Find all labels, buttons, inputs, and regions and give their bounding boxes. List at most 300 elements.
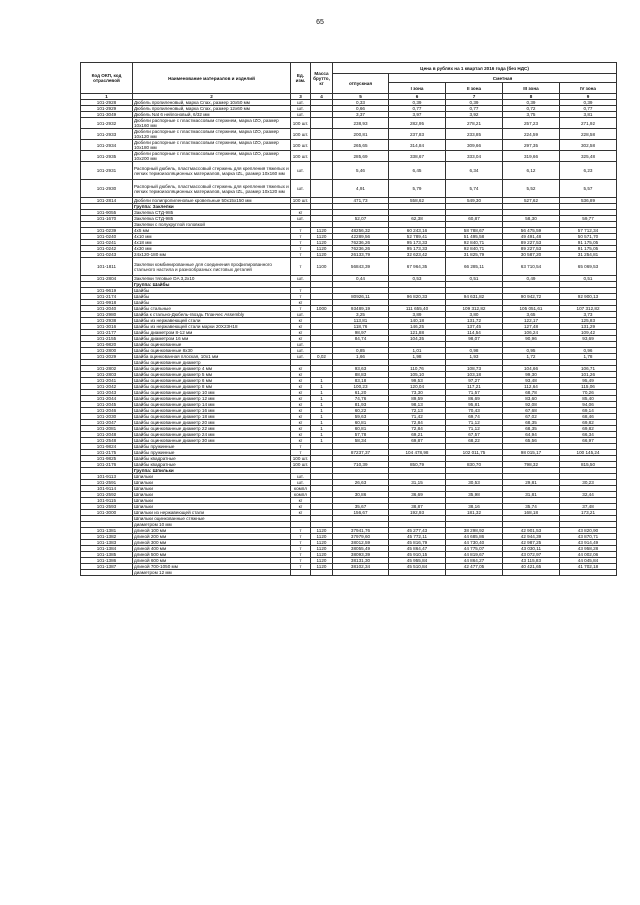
row-code: 101-2804 [81,276,133,282]
row-unit: кг [291,324,311,330]
row-code: 101-2928 [81,100,133,106]
row-zone2-price: 181,32 [446,510,503,516]
column-number: 6 [389,94,446,100]
row-unit: кг [291,432,311,438]
row-zone2-price: 44 864,27 [446,558,503,564]
row-zone1-price: 111 655,40 [389,306,446,312]
row-code: 101-1382 [81,534,133,540]
row-name: 24х120-180 мм [133,252,291,258]
row-name: Шайбы оцинкованные диаметр 10 мм [133,390,291,396]
header-estimate: Сметная [389,74,617,83]
row-zone1-price: 69,21 [389,432,446,438]
row-zone1-price: 72,84 [389,426,446,432]
table-row [81,570,617,576]
row-name: длиной 600 мм [133,558,291,564]
row-zone1-price: 71,42 [389,414,446,420]
row-name: Шайбы оцинкованные диаметр 12 мм [133,396,291,402]
subgroup-title: диаметром 12 мм [133,570,291,576]
row-unit: т [291,558,311,564]
row-zone1-price: 62,38 [389,216,446,222]
row-zone1-price: 95 173,33 [389,246,446,252]
row-zone2-price: 30,53 [446,480,503,486]
row-unit: 100 шт. [291,129,311,140]
row-zone2-price: 31 825,79 [446,252,503,258]
row-zone3-price: 0,49 [503,276,560,282]
row-zone4-price: 6,23 [560,162,617,180]
row-zone2-price: 97,27 [446,378,503,384]
row-release-price: 60,22 [333,408,389,414]
row-zone2-price: 70,43 [446,408,503,414]
row-zone3-price: 43 115,83 [503,558,560,564]
row-code: 101-2934 [81,140,133,151]
row-zone3-price: 30 587,20 [503,252,560,258]
row-release-price: 84,74 [333,336,389,342]
row-zone2-price: 68,22 [446,438,503,444]
row-zone4-price: 91 175,05 [560,246,617,252]
row-unit: т [291,534,311,540]
row-zone4-price: 3,73 [560,312,617,318]
row-zone3-price: 90 942,72 [503,294,560,300]
row-name: Заклепка СТД-985 [133,210,291,216]
row-mass [311,118,333,129]
row-zone3-price: 0,39 [503,100,560,106]
row-code: 101-3000 [81,510,133,516]
row-unit: кг [291,408,311,414]
row-zone2-price: 66 285,11 [446,258,503,276]
row-name: длиной 500 мм [133,552,291,558]
row-name: Шайбы из нержавеющей стали марки 20Х23Н18 [133,324,291,330]
row-zone4-price: 93,69 [560,336,617,342]
row-zone3-price: 65,56 [503,438,560,444]
row-mass: 1 [311,402,333,408]
row-code: 101-1811 [81,258,133,276]
row-zone4-price: 70,26 [560,390,617,396]
row-zone1-price: 850,79 [389,462,446,468]
row-code: 101-2803 [81,372,133,378]
row-zone2-price: 0,39 [446,100,503,106]
row-zone2-price: 108,73 [446,366,503,372]
row-release-price: 93,63 [333,366,389,372]
row-zone2-price: 44 775,07 [446,546,503,552]
row-zone1-price: 36,69 [389,492,446,498]
row-zone3-price: 112,64 [503,384,560,390]
row-unit: кг [291,426,311,432]
row-code: 101-1385 [81,552,133,558]
row-code: 101-2030 [81,414,133,420]
row-zone4-price: 57 712,34 [560,228,617,234]
row-zone2-price: 58 788,67 [446,228,503,234]
row-zone4-price: 131,29 [560,324,617,330]
row-mass: 1120 [311,246,333,252]
table-row [81,118,617,129]
row-zone3-price: 42 901,53 [503,528,560,534]
row-code: 101-1384 [81,546,133,552]
row-unit: шт. [291,474,311,480]
row-code: 101-9113 [81,474,133,480]
row-release-price: 35,67 [333,504,389,510]
row-zone3-price: 3,75 [503,112,560,118]
row-code: 101-2155 [81,336,133,342]
price-table-header [81,63,617,100]
row-unit: 100 шт. [291,118,311,129]
row-release-price: 710,39 [333,462,389,468]
row-name: длиной 200 мм [133,534,291,540]
row-name: Шайба оцинкованная плоская, 10х1 мм [133,354,291,360]
row-zone3-price: 1,72 [503,354,560,360]
row-zone4-price: 69,82 [560,426,617,432]
row-unit: кг [291,498,311,504]
row-unit: кг [291,318,311,324]
row-name: длиной 100 мм [133,528,291,534]
row-unit: 100 шт. [291,198,311,204]
row-release-price: 88,83 [333,372,389,378]
row-code: 101-2548 [81,438,133,444]
row-zone4-price: 0,51 [560,276,617,282]
row-zone2-price: 44 685,86 [446,534,503,540]
row-name: Дюбель пропиленовый, марка Спах, размер 10х50 мм [133,100,291,106]
row-name: Шайбы [133,300,291,306]
row-release-price: 265,65 [333,140,389,151]
row-code: 101-2045 [81,402,133,408]
row-code: 101-9619 [81,288,133,294]
row-zone1-price: 105,10 [389,372,446,378]
row-zone4-price: 271,92 [560,118,617,129]
row-zone1-price: 67 964,35 [389,258,446,276]
empty-cell [503,570,560,576]
row-zone3-price: 0,95 [503,348,560,354]
row-name: Шайбы оцинкованные диаметр 5 мм [133,372,291,378]
row-name: Шайбы оцинкованные диаметр 30 мм [133,438,291,444]
row-code: 101-2040 [81,306,133,312]
row-zone3-price: 106,24 [503,330,560,336]
row-unit: кг [291,414,311,420]
row-zone1-price: 99,53 [389,378,446,384]
row-zone4-price: 100 145,24 [560,450,617,456]
row-unit: шт. [291,216,311,222]
row-zone3-price: 56 475,59 [503,228,560,234]
row-release-price: 76236,26 [333,246,389,252]
row-zone3-price: 58,30 [503,216,560,222]
row-name: Шайбы оцинкованные диаметр 22 мм [133,426,291,432]
row-unit: т [291,564,311,570]
row-name: Шайбы оцинкованные диаметр 4 мм [133,366,291,372]
row-release-price: 52,07 [333,216,389,222]
row-unit: 100 шт. [291,462,311,468]
row-name: Дюбели полипропиленовые кровельные 50х15х150 мм [133,198,291,204]
row-mass: 1 [311,378,333,384]
row-code: 101-2044 [81,396,133,402]
row-mass [311,129,333,140]
row-release-price: 0,85 [333,348,389,354]
row-zone1-price: 282,95 [389,118,446,129]
row-zone1-price: 45 510,84 [389,564,446,570]
row-code: 101-2042 [81,384,133,390]
row-unit: компл [291,492,311,498]
row-zone3-price: 68,78 [503,390,560,396]
empty-cell [333,570,389,576]
row-name: Шпильки из нержавеющей стали [133,510,291,516]
row-zone2-price: 6,34 [446,162,503,180]
row-release-price: 60,81 [333,420,389,426]
header-zone1: I зона [389,83,446,94]
row-name: Шайба к стально-Дюбель-гвоздь Планчес Assembly [133,312,291,318]
row-zone1-price: 89,59 [389,396,446,402]
row-zone3-price: 99,30 [503,372,560,378]
row-zone4-price: 69,82 [560,420,617,426]
row-zone4-price: 0,39 [560,100,617,106]
row-unit: кг [291,330,311,336]
row-mass: 1 [311,390,333,396]
row-unit: шт. [291,342,311,348]
row-code: 101-2175 [81,450,133,456]
row-mass: 1 [311,420,333,426]
row-code: 101-9114 [81,486,133,492]
row-zone4-price: 44 045,84 [560,558,617,564]
row-code [81,570,133,576]
row-name: Шпильки [133,492,291,498]
row-code: 101-0242 [81,246,133,252]
row-release-price: 98,97 [333,330,389,336]
row-name: Дюбели распорные с пластмассовым стержнем, марка IZO, размер 10х180 мм [133,140,291,151]
row-zone1-price: 45 772,11 [389,534,446,540]
row-zone1-price: 96 820,33 [389,294,446,300]
row-unit: кг [291,396,311,402]
row-release-price: 38131,30 [333,558,389,564]
row-name: Шайбы диаметром 16 мм [133,336,291,342]
row-zone3-price: 224,59 [503,129,560,140]
row-unit: т [291,450,311,456]
row-zone2-price: 42 477,05 [446,564,503,570]
row-zone1-price: 314,84 [389,140,446,151]
row-name: 4х30 мм [133,246,291,252]
price-table-body [81,100,617,576]
row-zone1-price: 45 910,15 [389,552,446,558]
row-unit: кг [291,504,311,510]
row-zone3-price: 527,62 [503,198,560,204]
row-release-price: 0,33 [333,100,389,106]
row-zone2-price: 94 631,82 [446,294,503,300]
row-release-price: 83,18 [333,378,389,384]
row-zone4-price: 37,48 [560,504,617,510]
row-name: Шайбы из нержавеющей стали [133,318,291,324]
row-unit: компл [291,486,311,492]
row-release-price: 87237,37 [333,450,389,456]
row-name: Шайбы пружинные [133,444,291,450]
row-name: Шайбы оцинкованные диаметр 14 мм [133,402,291,408]
row-zone4-price: 65 069,53 [560,258,617,276]
row-zone2-price: 0,77 [446,106,503,112]
row-zone2-price: 117,21 [446,384,503,390]
row-code: 101-9055 [81,210,133,216]
row-name: Шайбы стальные [133,306,291,312]
row-name: 4х5 мм [133,228,291,234]
row-zone2-price: 67,57 [446,432,503,438]
row-zone3-price: 798,32 [503,462,560,468]
row-unit: т [291,258,311,276]
row-zone1-price: 52 789,41 [389,234,446,240]
row-code: 101-9918 [81,300,133,306]
row-unit: т [291,528,311,534]
row-unit: шт. [291,312,311,318]
row-unit: т [291,228,311,234]
row-mass: 1 [311,408,333,414]
row-code: 101-1387 [81,564,133,570]
row-zone1-price: 192,93 [389,510,446,516]
row-zone2-price: 38 298,92 [446,528,503,534]
row-unit: т [291,252,311,258]
row-zone2-price: 44 819,67 [446,552,503,558]
column-number: 3 [291,94,311,100]
row-zone1-price: 1,98 [389,354,446,360]
row-unit: шт. [291,180,311,198]
row-zone1-price: 121,88 [389,330,446,336]
row-zone3-price: 68,35 [503,426,560,432]
row-name: Шайбы оцинкованные диаметр 6 мм [133,378,291,384]
row-zone1-price: 45 864,47 [389,546,446,552]
row-zone2-price: 5,74 [446,180,503,198]
header-zone4: IV зона [560,83,617,94]
row-zone1-price: 6,45 [389,162,446,180]
row-zone1-price: 140,18 [389,318,446,324]
row-release-price: 238,93 [333,118,389,129]
row-zone3-price: 49 491,48 [503,234,560,240]
row-zone4-price: 302,58 [560,140,617,151]
row-zone4-price: 44 002,06 [560,552,617,558]
row-zone1-price: 110,76 [389,366,446,372]
row-code: 101-2046 [81,408,133,414]
row-zone2-price: 333,04 [446,151,503,162]
row-code: 101-2177 [81,330,133,336]
row-release-price: 38012,59 [333,540,389,546]
row-code: 101-1386 [81,558,133,564]
row-code: 101-2029 [81,354,133,360]
subgroup-title: Заклепки с полукруглой головкой [133,222,291,228]
row-zone3-price: 122,17 [503,318,560,324]
row-code: 101-1381 [81,528,133,534]
row-name: Шпильки [133,486,291,492]
row-mass [311,140,333,151]
row-name: Заклепки тяговые DA 3,2х10 [133,276,291,282]
row-release-price: 26,63 [333,480,389,486]
row-zone4-price: 91 175,05 [560,240,617,246]
row-zone3-price: 319,66 [503,151,560,162]
column-number: 7 [446,94,503,100]
table-row [81,140,617,151]
row-zone2-price: 309,66 [446,140,503,151]
row-zone2-price: 44 730,40 [446,540,503,546]
row-zone1-price: 104 478,98 [389,450,446,456]
row-code: 101-2047 [81,420,133,426]
row-name: Дюбели распорные с пластмассовым стержнем, марка IZO, размер 10х120 мм [133,129,291,140]
row-zone4-price: 50 571,70 [560,234,617,240]
row-name: Дюбели распорные с пластмассовым стержнем, марка IZO, размер 10х160 мм [133,118,291,129]
row-code: 101-2043 [81,390,133,396]
row-code: 101-2174 [81,294,133,300]
row-zone4-price: 85,40 [560,396,617,402]
row-zone3-price: 257,23 [503,118,560,129]
price-table [80,62,617,576]
row-unit: шт. [291,112,311,118]
group-title: Группа: Шайбы [133,282,291,288]
row-code: 101-2930 [81,180,133,198]
row-release-price: 0,44 [333,276,389,282]
row-unit: шт. [291,348,311,354]
row-unit: 100 шт. [291,140,311,151]
row-zone1-price: 60 243,16 [389,228,446,234]
row-zone3-price: 92,08 [503,402,560,408]
row-release-price: 118,76 [333,324,389,330]
row-mass [311,151,333,162]
row-code: 101-1670 [81,216,133,222]
row-release-price: 38102,34 [333,564,389,570]
header-code: Код ОКП, код отраслевой [81,63,133,94]
row-release-price: 58,34 [333,438,389,444]
row-unit: шт. [291,480,311,486]
table-row [81,151,617,162]
row-code: 101-2933 [81,129,133,140]
row-release-price: 93489,19 [333,306,389,312]
row-zone2-price: 114,54 [446,330,503,336]
row-code: 101-2814 [81,198,133,204]
row-code: 101-2592 [81,492,133,498]
row-code: 101-2593 [81,504,133,510]
row-zone2-price: 0,98 [446,348,503,354]
row-zone4-price: 115,06 [560,384,617,390]
row-zone3-price: 29,81 [503,480,560,486]
row-zone3-price: 31,81 [503,492,560,498]
row-release-price: 57,78 [333,432,389,438]
group-title: Группа: Шпильки [133,468,291,474]
row-code: 101-9825 [81,456,133,462]
row-code: 101-3016 [81,324,133,330]
row-code: 101-0239 [81,228,133,234]
row-zone3-price: 127,48 [503,324,560,330]
row-unit: 100 шт. [291,456,311,462]
row-zone3-price: 43 072,97 [503,552,560,558]
row-name: длиной 700-1050 мм [133,564,291,570]
row-zone4-price: 0,96 [560,348,617,354]
row-code: 101-2932 [81,118,133,129]
row-code: 101-2938 [81,318,133,324]
row-zone3-price: 98 015,17 [503,450,560,456]
row-name: Шпильки [133,474,291,480]
row-mass: 1120 [311,540,333,546]
row-zone1-price: 5,79 [389,180,446,198]
row-release-price: 74,76 [333,396,389,402]
row-name: Шпильки [133,504,291,510]
row-zone3-price: 68,35 [503,420,560,426]
row-zone3-price: 6,12 [503,162,560,180]
row-zone2-price: 137,45 [446,324,503,330]
column-number: 9 [560,94,617,100]
row-zone1-price: 146,25 [389,324,446,330]
row-name: Распорный дюбель, пластмассовый стержень для крепления тяжелых и легких термоизоляционных материалов, марка IZL, размер 10х120 мм [133,180,291,198]
row-zone1-price: 104,35 [389,336,446,342]
row-zone4-price: 107 312,82 [560,306,617,312]
row-zone1-price: 38,87 [389,504,446,510]
row-zone3-price: 40 421,65 [503,564,560,570]
row-mass: 1 [311,414,333,420]
row-mass: 1120 [311,564,333,570]
empty-cell [389,570,446,576]
row-zone3-price: 89 227,53 [503,240,560,246]
subgroup-title: Шайбы оцинкованные диаметр [133,360,291,366]
row-code: 101-0240 [81,234,133,240]
row-mass: 1 [311,426,333,432]
row-code: 101-2800 [81,348,133,354]
row-zone3-price: 5,52 [503,180,560,198]
row-unit: кг [291,510,311,516]
